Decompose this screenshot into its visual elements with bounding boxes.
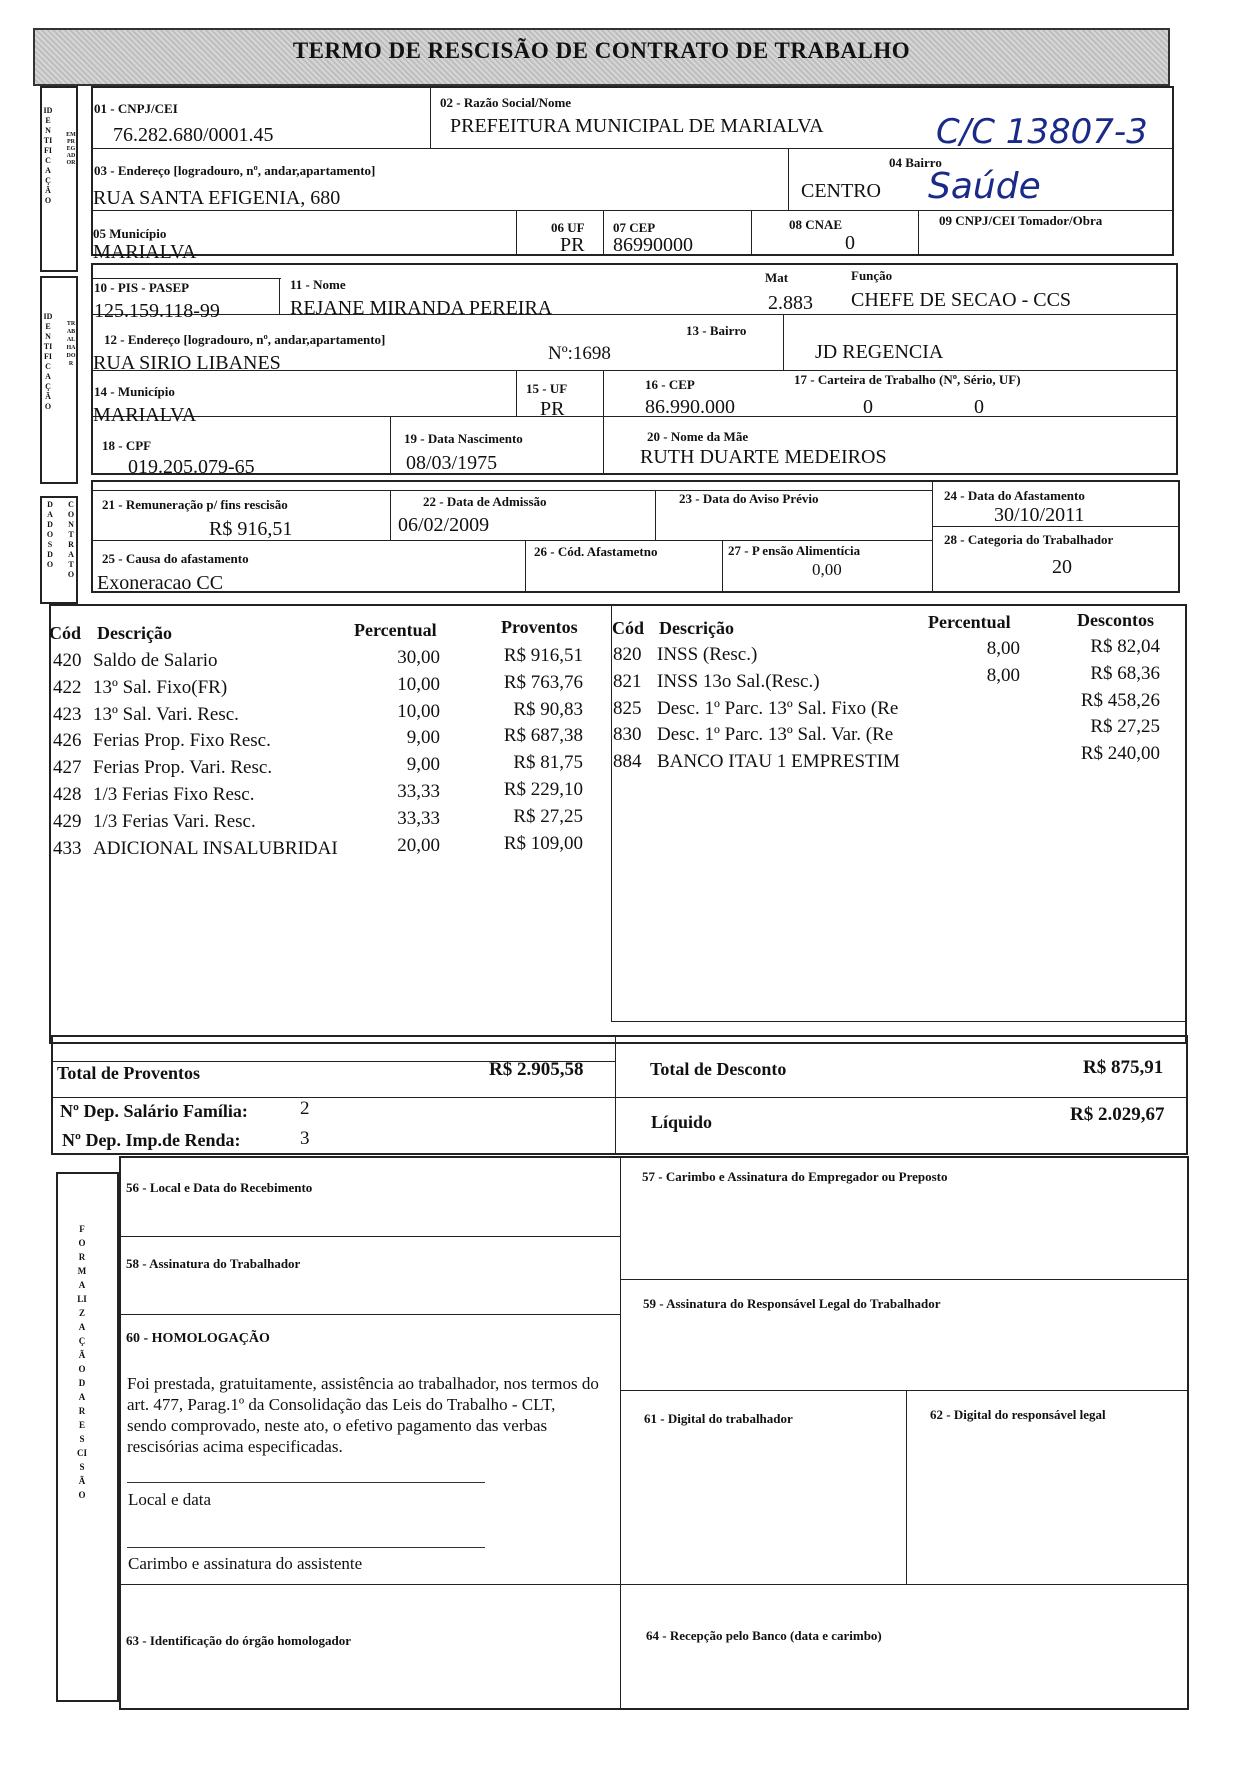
worker-mat: 2.883 [768, 292, 813, 314]
label-admissao: 22 - Data de Admissão [423, 494, 547, 509]
label-ctps: 17 - Carteira de Trabalho (Nº, Sério, UF) [794, 372, 1021, 387]
earnings-header-perc: Percentual [354, 620, 437, 640]
earnings-cod-3: 426 [53, 730, 82, 752]
label-causa: 25 - Causa do afastamento [102, 551, 249, 566]
deductions-val-2: R$ 458,26 [1080, 689, 1160, 711]
label-recepcao-banco: 64 - Recepção pelo Banco (data e carimbo) [646, 1628, 882, 1643]
local-data-line-label: Local e data [128, 1490, 212, 1509]
formalization-side-box [56, 1172, 119, 1702]
earnings-perc-2: 10,00 [397, 700, 440, 722]
label-tomador: 09 CNPJ/CEI Tomador/Obra [939, 213, 1103, 228]
label-imp-renda: Nº Dep. Imp.de Renda: [62, 1130, 241, 1150]
worker-side-label-2: TRABALHADOR [66, 321, 76, 367]
earnings-cod-4: 427 [53, 757, 82, 779]
label-mat: Mat [765, 270, 789, 285]
label-liquido: Líquido [651, 1112, 713, 1132]
employer-side-label-2: EMPREGADOR [66, 132, 76, 166]
earnings-val-3: R$ 687,38 [503, 725, 583, 747]
deductions-header-cod: Cód [612, 618, 645, 638]
earnings-desc-4: Ferias Prop. Vari. Resc. [93, 757, 273, 779]
carimbo-assistente-label: Carimbo e assinatura do assistente [128, 1554, 363, 1573]
deductions-cod-3: 830 [613, 724, 642, 746]
deductions-desc-0: INSS (Resc.) [657, 644, 758, 665]
homologation-text: Foi prestada, gratuitamente, assistência ao trabalhador, nos termos do art. 477, Parag.1º da Consolidação das Leis do Trabalho - CLT, sendo comprovado, neste ato, o efetivo pagamento das verbas rescisórias acima especificadas. [127, 1374, 599, 1456]
employer-side-label: IDENTIFICAÇÃO [43, 106, 53, 205]
label-cpf: 18 - CPF [102, 438, 152, 453]
earnings-header-cod: Cód [49, 623, 82, 643]
handwritten-dept: Saúde [928, 166, 1041, 207]
label-assinatura-trabalhador: 58 - Assinatura do Trabalhador [126, 1256, 301, 1271]
label-cod-afastamento: 26 - Cód. Afastametno [534, 544, 658, 559]
contract-admissao: 06/02/2009 [398, 514, 490, 536]
earnings-cod-col [53, 648, 82, 862]
deductions-cod-0: 820 [613, 644, 642, 665]
earnings-desc-0: Saldo de Salario [93, 650, 218, 671]
label-cnae: 08 CNAE [789, 217, 843, 232]
worker-birthdate: 08/03/1975 [406, 452, 498, 474]
label-remuneracao: 21 - Remuneração p/ fins rescisão [102, 497, 288, 512]
label-homologacao: 60 - HOMOLOGAÇÃO [126, 1331, 270, 1346]
label-bairro: 04 Bairro [889, 155, 942, 170]
earnings-desc-1: 13º Sal. Fixo(FR) [93, 676, 228, 698]
label-total-desconto: Total de Desconto [650, 1059, 787, 1079]
earnings-header-desc: Descrição [97, 623, 172, 643]
label-nascimento: 19 - Data Nascimento [404, 431, 523, 446]
label-razao-social: 02 - Razão Social/Nome [440, 95, 572, 110]
earnings-perc-1: 10,00 [397, 673, 440, 695]
worker-uf: PR [540, 398, 565, 420]
label-pis: 10 - PIS - PASEP [94, 280, 190, 295]
total-desconto: R$ 875,91 [1083, 1057, 1164, 1078]
worker-side-label: IDENTIFICAÇÃO [43, 312, 53, 411]
employer-address: RUA SANTA EFIGENIA, 680 [93, 187, 341, 209]
label-local-data-recebimento: 56 - Local e Data do Recebimento [126, 1180, 313, 1195]
label-mae: 20 - Nome da Mãe [647, 429, 749, 444]
label-cep-trab: 16 - CEP [645, 377, 695, 392]
label-funcao: Função [851, 268, 893, 283]
liquido: R$ 2.029,67 [1070, 1104, 1165, 1125]
label-uf: 06 UF [551, 220, 585, 235]
deductions-perc-0: 8,00 [986, 638, 1020, 659]
earnings-val-1: R$ 763,76 [503, 671, 583, 693]
deductions-desc-4: BANCO ITAU 1 EMPRESTIM [657, 751, 900, 773]
deductions-header-perc: Percentual [928, 612, 1011, 632]
worker-name: REJANE MIRANDA PEREIRA [290, 297, 553, 319]
earnings-header-val: Proventos [501, 617, 578, 637]
label-cnpj: 01 - CNPJ/CEI [94, 101, 178, 116]
deductions-desc-1: INSS 13o Sal.(Resc.) [657, 670, 820, 692]
earnings-perc-3: 9,00 [406, 727, 440, 749]
label-municipio: 05 Município [93, 226, 167, 241]
formalization-side-label: FORMALIZAÇÃO DA RESCISÃO [77, 1224, 88, 1500]
worker-funcao: CHEFE DE SECAO - CCS [851, 289, 1072, 311]
label-digital-responsavel: 62 - Digital do responsável legal [930, 1407, 1106, 1422]
worker-cpf: 019.205.079-65 [128, 456, 255, 478]
total-proventos: R$ 2.905,58 [489, 1059, 584, 1080]
contract-side-label-2: CONTRATO [67, 500, 75, 579]
earnings-perc-6: 33,33 [397, 807, 440, 829]
worker-ctps-number: 0 [863, 396, 873, 418]
worker-address: RUA SIRIO LIBANES [93, 352, 281, 374]
deductions-perc-col [950, 636, 1020, 770]
deductions-val-3: R$ 27,25 [1090, 716, 1160, 738]
contract-causa: Exoneracao CC [97, 572, 224, 594]
deductions-perc-3 [950, 716, 1020, 743]
employer-uf: PR [560, 234, 585, 256]
contract-side-label: DADOS DO [46, 500, 54, 569]
worker-cep: 86.990.000 [645, 396, 735, 418]
imp-renda: 3 [300, 1128, 310, 1149]
deductions-header-desc: Descrição [659, 618, 734, 638]
earnings-perc-col [360, 645, 440, 859]
deductions-perc-1: 8,00 [986, 664, 1020, 686]
label-endereco: 03 - Endereço [logradouro, nº, andar,apartamento] [94, 163, 376, 178]
earnings-val-col [460, 643, 583, 857]
label-municipio-trab: 14 - Município [94, 384, 175, 399]
earnings-val-5: R$ 229,10 [503, 778, 583, 800]
contract-remuneracao: R$ 916,51 [209, 518, 293, 540]
label-digital-trabalhador: 61 - Digital do trabalhador [644, 1411, 793, 1426]
earnings-desc-5: 1/3 Ferias Fixo Resc. [93, 783, 255, 805]
label-cep: 07 CEP [613, 220, 656, 235]
worker-mother: RUTH DUARTE MEDEIROS [640, 446, 887, 468]
deductions-desc-3: Desc. 1º Parc. 13º Sal. Var. (Re [657, 724, 894, 746]
label-afastamento: 24 - Data do Afastamento [944, 488, 1085, 503]
worker-city: MARIALVA [93, 404, 197, 426]
contract-pensao: 0,00 [812, 560, 842, 579]
earnings-cod-1: 422 [53, 676, 82, 698]
handwritten-account: C/C 13807-3 [936, 112, 1148, 152]
label-categoria: 28 - Categoria do Trabalhador [944, 532, 1114, 547]
earnings-cod-7: 433 [53, 837, 82, 859]
label-carimbo-empregador: 57 - Carimbo e Assinatura do Empregador ou Preposto [642, 1169, 948, 1184]
worker-pis: 125.159.118-99 [94, 300, 220, 322]
earnings-val-0: R$ 916,51 [503, 645, 583, 666]
worker-bairro: JD REGENCIA [815, 341, 944, 363]
earnings-desc-6: 1/3 Ferias Vari. Resc. [93, 810, 256, 832]
deductions-desc-2: Desc. 1º Parc. 13º Sal. Fixo (Re [657, 697, 899, 719]
earnings-desc-7: ADICIONAL INSALUBRIDAI [93, 837, 338, 859]
earnings-perc-7: 20,00 [397, 834, 440, 856]
earnings-val-2: R$ 90,83 [513, 698, 583, 720]
earnings-perc-0: 30,00 [397, 647, 440, 668]
earnings-desc-col [93, 648, 358, 862]
employer-name: PREFEITURA MUNICIPAL DE MARIALVA [450, 115, 824, 137]
earnings-cod-2: 423 [53, 703, 82, 725]
worker-number: Nº:1698 [548, 343, 611, 364]
employer-city: MARIALVA [93, 241, 197, 263]
employer-bairro: CENTRO [801, 180, 881, 202]
worker-ctps-series: 0 [974, 396, 984, 418]
deductions-perc-4 [950, 743, 1020, 770]
label-aviso-previo: 23 - Data do Aviso Prévio [679, 491, 819, 506]
salario-familia: 2 [300, 1098, 310, 1119]
label-pensao: 27 - P ensão Alimentícia [728, 543, 861, 558]
deductions-cod-1: 821 [613, 670, 642, 692]
deductions-val-col [1040, 634, 1160, 768]
deductions-cod-2: 825 [613, 697, 642, 719]
label-nome: 11 - Nome [290, 277, 346, 292]
label-salario-familia: Nº Dep. Salário Família: [60, 1101, 248, 1121]
deductions-val-1: R$ 68,36 [1090, 662, 1160, 684]
earnings-cod-5: 428 [53, 783, 82, 805]
earnings-desc-3: Ferias Prop. Fixo Resc. [93, 730, 271, 752]
label-endereco-trab: 12 - Endereço [logradouro, nº, andar,apartamento] [104, 332, 386, 347]
earnings-cod-6: 429 [53, 810, 82, 832]
earnings-perc-5: 33,33 [397, 780, 440, 802]
earnings-val-4: R$ 81,75 [513, 752, 583, 774]
deductions-val-4: R$ 240,00 [1080, 743, 1160, 765]
label-bairro-trab: 13 - Bairro [686, 323, 747, 338]
deductions-val-0: R$ 82,04 [1090, 636, 1160, 657]
deductions-perc-2 [950, 690, 1020, 717]
deductions-cod-4: 884 [613, 751, 642, 773]
employer-cep: 86990000 [613, 234, 693, 256]
earnings-desc-2: 13º Sal. Vari. Resc. [93, 703, 239, 725]
earnings-perc-4: 9,00 [406, 754, 440, 776]
title-bar [33, 28, 1170, 86]
deductions-desc-col [657, 642, 927, 776]
label-assinatura-responsavel: 59 - Assinatura do Responsável Legal do Trabalhador [643, 1296, 941, 1311]
employer-cnpj: 76.282.680/0001.45 [113, 124, 274, 146]
deductions-header-val: Descontos [1077, 610, 1154, 630]
earnings-val-7: R$ 109,00 [503, 832, 583, 854]
contract-afastamento: 30/10/2011 [994, 504, 1085, 526]
earnings-val-6: R$ 27,25 [513, 805, 583, 827]
label-orgao-homologador: 63 - Identificação do órgão homologador [126, 1633, 351, 1648]
earnings-cod-0: 420 [53, 650, 82, 671]
employer-cnae: 0 [845, 232, 855, 254]
document-title: TERMO DE RESCISÃO DE CONTRATO DE TRABALHO [292, 38, 911, 63]
deductions-cod-col [613, 642, 642, 776]
label-uf-trab: 15 - UF [526, 381, 568, 396]
label-total-proventos: Total de Proventos [57, 1063, 201, 1083]
contract-categoria: 20 [1052, 556, 1072, 578]
